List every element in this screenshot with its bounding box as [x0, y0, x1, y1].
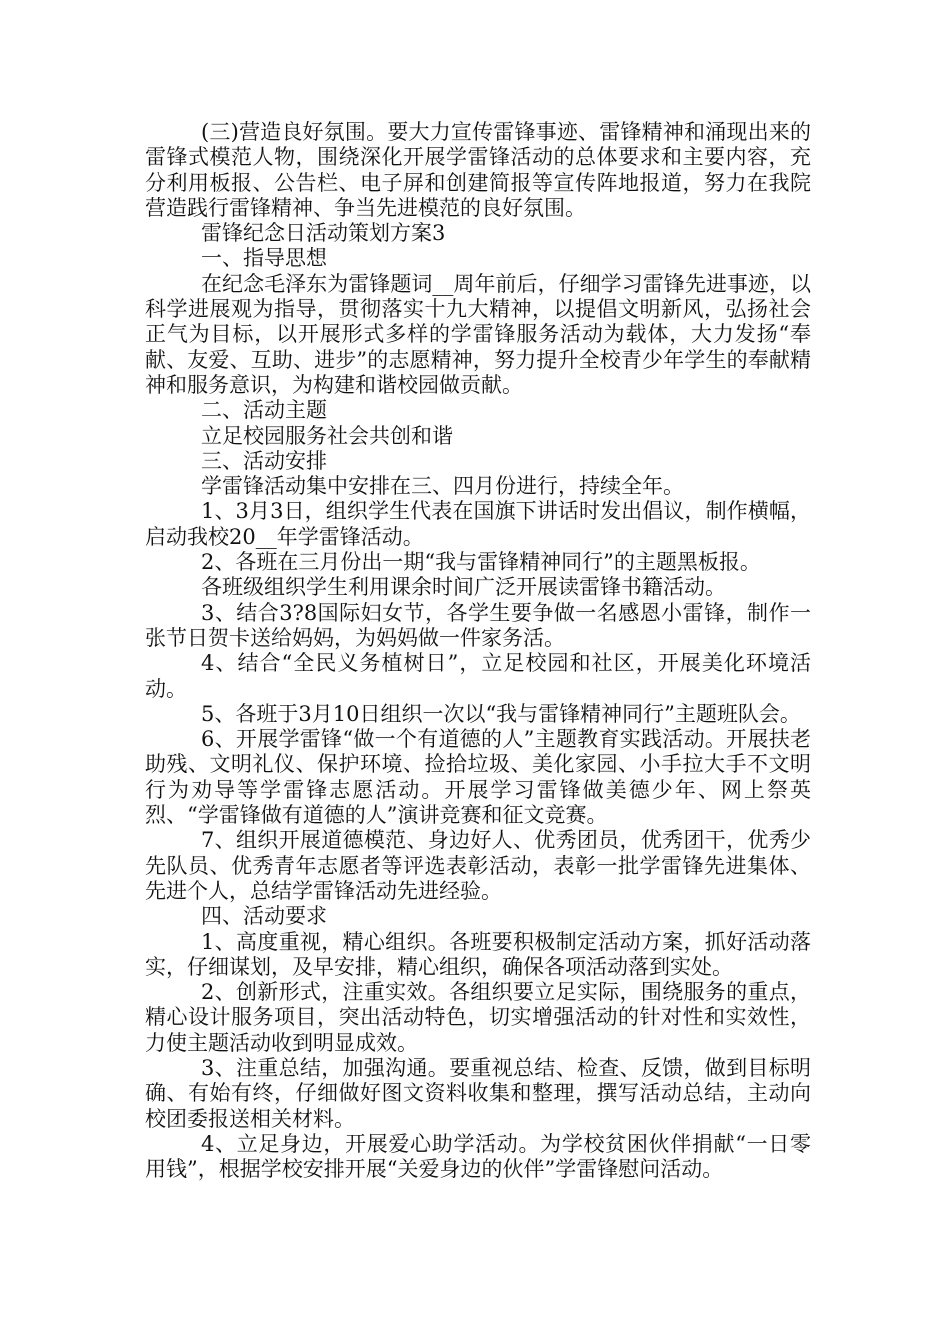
requirement-item-3: 3、注重总结，加强沟通。要重视总结、检查、反馈，做到目标明确、有始有终，仔细做好图文资料收集和整理，撰写活动总结，主动向校团委报送相关材料。: [145, 1055, 811, 1131]
section-heading-guiding-thought: 一、指导思想: [201, 246, 327, 271]
arrangement-item-5: 5、各班于3月10日组织一次以“我与雷锋精神同行”主题班队会。: [201, 701, 801, 726]
arrangement-item-4: 4、结合“全民义务植树日”，立足校园和社区，开展美化环境活动。: [145, 651, 811, 701]
arrangement-item-3: 3、结合3?8国际妇女节，各学生要争做一名感恩小雷锋，制作一张节日贺卡送给妈妈，为妈妈做一件家务活。: [145, 600, 811, 650]
requirement-item-1: 1、高度重视，精心组织。各班要积极制定活动方案，抓好活动落实，仔细谋划，及早安排，精心组织，确保各项活动落到实处。: [145, 929, 811, 979]
plan-title: 雷锋纪念日活动策划方案3: [201, 221, 446, 246]
paragraph-guiding-thought: 在纪念毛泽东为雷锋题词__周年前后，仔细学习雷锋先进事迹，以科学进展观为指导，贯彻落实十九大精神，以提倡文明新风，弘扬社会正气为目标，以开展形式多样的学雷锋服务活动为载体，大力发扬“奉献、友爱、互助、进步”的志愿精神，努力提升全校青少年学生的奉献精神和服务意识，为构建和谐校园做贡献。: [145, 271, 811, 397]
paragraph-atmosphere: (三)营造良好氛围。要大力宣传雷锋事迹、雷锋精神和涌现出来的雷锋式模范人物，围绕深化开展学雷锋活动的总体要求和主要内容，充分利用板报、公告栏、电子屏和创建简报等宣传阵地报道，努力在我院营造践行雷锋精神、争当先进模范的良好氛围。: [145, 120, 811, 220]
section-heading-arrangement: 三、活动安排: [201, 448, 327, 473]
section-heading-requirements: 四、活动要求: [201, 904, 327, 929]
paragraph-theme: 立足校园服务社会共创和谐: [201, 423, 453, 448]
arrangement-item-7: 7、组织开展道德模范、身边好人、优秀团员，优秀团干，优秀少先队员、优秀青年志愿者等评选表彰活动，表彰一批学雷锋先进集体、先进个人，总结学雷锋活动先进经验。: [145, 828, 811, 903]
arrangement-item-2-note: 各班级组织学生利用课余时间广泛开展读雷锋书籍活动。: [201, 575, 726, 600]
requirement-item-2: 2、创新形式，注重实效。各组织要立足实际，围绕服务的重点，精心设计服务项目，突出活动特色，切实增强活动的针对性和实效性，力使主题活动收到明显成效。: [145, 980, 811, 1055]
document-body: [145, 120, 811, 1182]
requirement-item-4: 4、立足身边，开展爱心助学活动。为学校贫困伙伴捐献“一日零用钱”，根据学校安排开展“关爱身边的伙伴”学雷锋慰问活动。: [145, 1131, 811, 1182]
arrangement-item-1: 1、3月3日，组织学生代表在国旗下讲话时发出倡议，制作横幅，启动我校20__年学雷锋活动。: [145, 499, 811, 549]
section-heading-theme: 二、活动主题: [201, 398, 327, 423]
arrangement-item-2: 2、各班在三月份出一期“我与雷锋精神同行”的主题黑板报。: [201, 550, 761, 575]
paragraph-arrangement-intro: 学雷锋活动集中安排在三、四月份进行，持续全年。: [201, 474, 684, 499]
arrangement-item-6: 6、开展学雷锋“做一个有道德的人”主题教育实践活动。开展扶老助残、文明礼仪、保护环境、捡拾垃圾、美化家园、小手拉大手不文明行为劝导等学雷锋志愿活动。开展学习雷锋做美德少年、网上祭英烈、“学雷锋做有道德的人”演讲竞赛和征文竞赛。: [145, 727, 811, 828]
